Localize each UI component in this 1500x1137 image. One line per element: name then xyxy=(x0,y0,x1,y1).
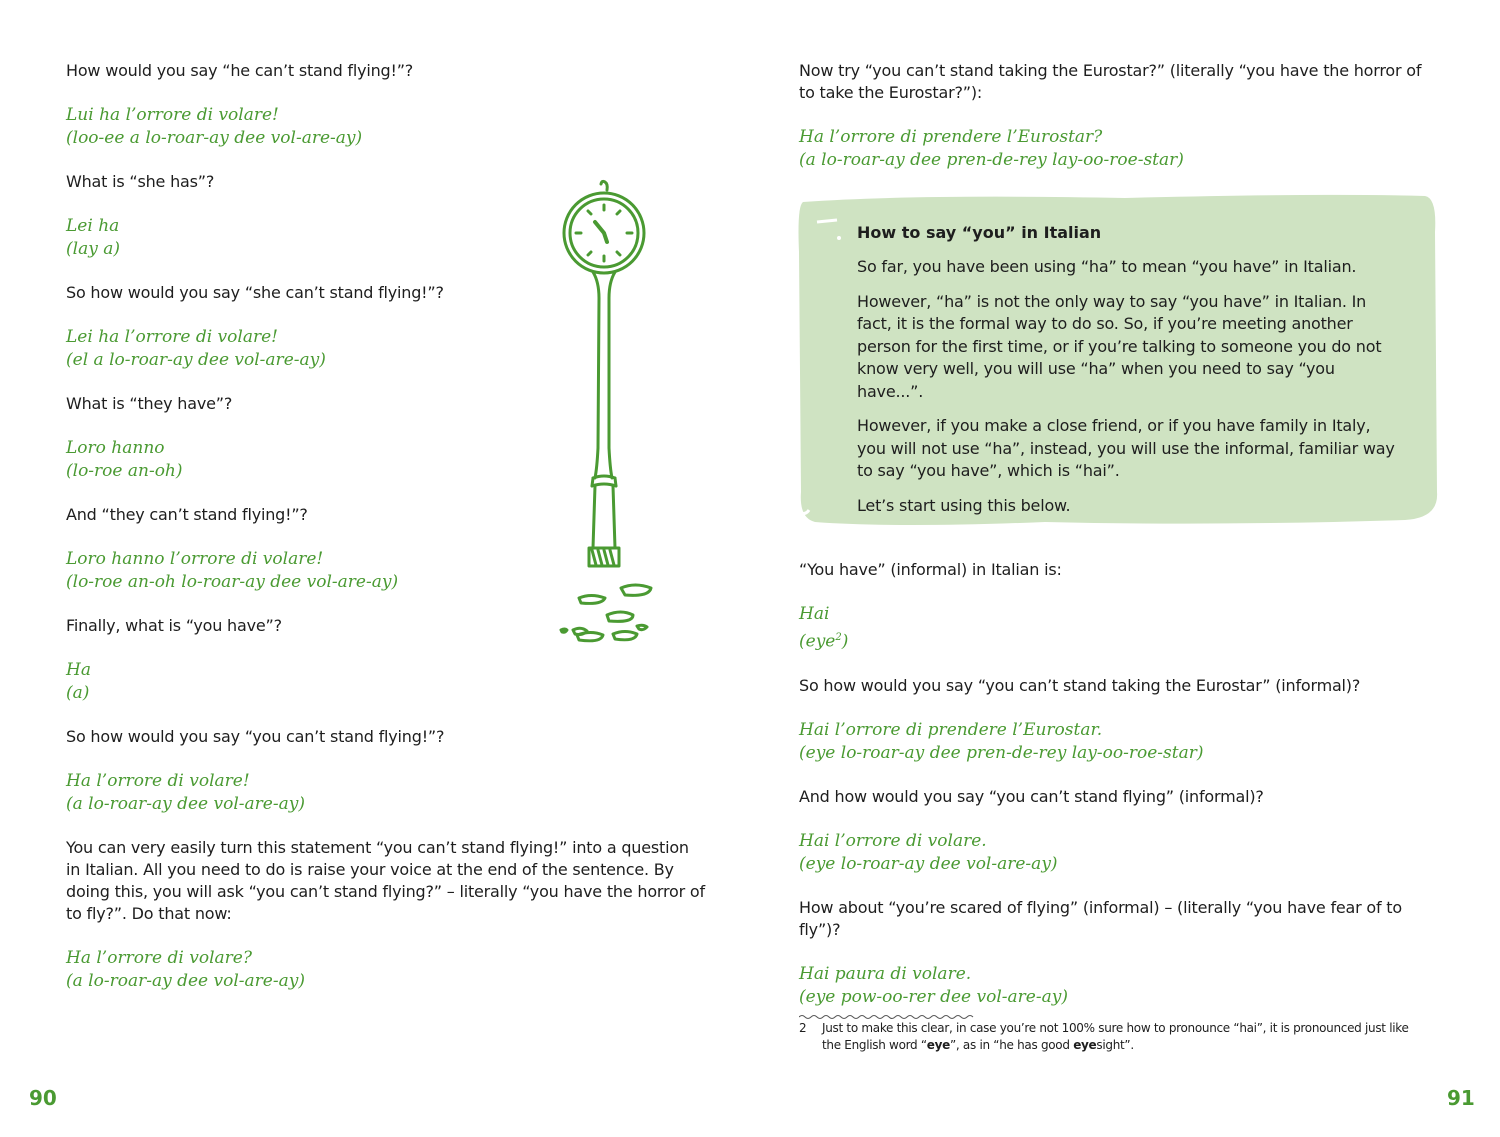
footnote-bold: eye xyxy=(926,1038,950,1052)
italian-phrase xyxy=(66,947,706,993)
phrase-italian: Loro hanno l’orrore di volare! xyxy=(66,549,324,569)
info-box xyxy=(795,192,1439,526)
footnote-text-part: sight”. xyxy=(1096,1038,1134,1052)
phrase-italian: Lei ha l’orrore di volare! xyxy=(66,327,278,347)
footnote-text-part: Just to make this clear, in case you’re not 100% sure how to pronounce “hai”, it is pronounced just like the English word “ xyxy=(822,1021,1409,1052)
phrase-italian: Ha l’orrore di prendere l’Eurostar? xyxy=(799,127,1103,147)
phrase-pronunciation: (eye lo-roar-ay dee vol-are-ay) xyxy=(799,853,1058,874)
phrase-pronunciation: (eye pow-oo-rer dee vol-are-ay) xyxy=(799,986,1068,1007)
footnote-marker: 2 xyxy=(835,632,842,643)
phrase-pronunciation: (lo-roe an-oh lo-roar-ay dee vol-are-ay) xyxy=(66,572,399,592)
phrase-pronunciation: (loo-ee a lo-roar-ay dee vol-are-ay) xyxy=(66,128,363,148)
italian-phrase xyxy=(66,659,706,705)
phrase-pronunciation: (lo-roe an-oh) xyxy=(66,461,183,481)
phrase-pronunciation xyxy=(799,626,1439,654)
paragraph: So how would you say “you can’t stand taking the Eurostar” (informal)? xyxy=(799,675,1361,695)
phrase-italian: Hai l’orrore di prendere l’Eurostar. xyxy=(799,719,1103,740)
paragraph: And “they can’t stand flying!”? xyxy=(66,505,308,524)
info-box-content xyxy=(857,222,1397,529)
info-box-paragraph: However, if you make a close friend, or if you have family in Italy, you will not use “ha”, instead, you will use the informal, familiar way to say “you have”, which is “hai”. xyxy=(857,416,1395,480)
phrase-italian: Lei ha xyxy=(66,216,120,236)
italian-phrase xyxy=(66,104,706,150)
phrase-italian: Ha l’orrore di volare! xyxy=(66,771,250,791)
paragraph: What is “they have”? xyxy=(66,394,233,413)
phrase-pronunciation: (a lo-roar-ay dee vol-are-ay) xyxy=(66,794,305,814)
pronunciation-text: (eye xyxy=(799,631,836,652)
footnote xyxy=(799,1020,1429,1054)
paragraph: “You have” (informal) in Italian is: xyxy=(799,560,1062,579)
footnote-bold: eye xyxy=(1073,1038,1097,1052)
paragraph: How would you say “he can’t stand flying!”? xyxy=(66,61,414,80)
paragraph: And how would you say “you can’t stand flying” (informal)? xyxy=(799,786,1264,806)
info-box-paragraph: However, “ha” is not the only way to say “you have” in Italian. In fact, it is the formal way to do so. So, if you’re meeting another person for the first time, or if you’re talking to someone you do not know very well, you will use “ha” when you need to say “you have...”. xyxy=(857,291,1382,401)
info-box-paragraph: So far, you have been using “ha” to mean “you have” in Italian. xyxy=(857,257,1357,276)
pronunciation-close: ) xyxy=(841,631,849,652)
page-number: 90 xyxy=(29,1086,57,1110)
footnote-text-part: ”, as in “he has good xyxy=(949,1038,1074,1052)
phrase-italian: Hai paura di volare. xyxy=(799,963,972,984)
phrase-pronunciation: (el a lo-roar-ay dee vol-are-ay) xyxy=(66,350,326,370)
paragraph: So how would you say “you can’t stand flying!”? xyxy=(66,727,445,746)
italian-phrase xyxy=(799,963,1439,1009)
street-clock-icon xyxy=(555,178,660,653)
italian-phrase xyxy=(66,770,706,816)
italian-phrase xyxy=(799,719,1439,765)
phrase-pronunciation: (a) xyxy=(66,683,90,703)
paragraph: So how would you say “she can’t stand flying!”? xyxy=(66,283,444,302)
info-box-paragraph: Let’s start using this below. xyxy=(857,495,1071,515)
phrase-italian: Ha l’orrore di volare? xyxy=(66,948,252,968)
phrase-italian: Hai xyxy=(799,604,830,624)
right-column-top xyxy=(799,60,1439,193)
page-number: 91 xyxy=(1447,1086,1475,1110)
phrase-pronunciation: (eye lo-roar-ay dee pren-de-rey lay-oo-roe-star) xyxy=(799,742,1204,763)
right-column-bottom xyxy=(799,559,1439,1030)
phrase-pronunciation: (a lo-roar-ay dee pren-de-rey lay-oo-roe-star) xyxy=(799,150,1184,170)
phrase-italian: Hai l’orrore di volare. xyxy=(799,830,987,851)
italian-phrase xyxy=(799,830,1439,876)
phrase-italian: Ha xyxy=(66,660,91,680)
phrase-italian: Lui ha l’orrore di volare! xyxy=(66,105,279,125)
paragraph: Finally, what is “you have”? xyxy=(66,616,282,635)
paragraph: How about “you’re scared of flying” (informal) – (literally “you have fear of to fly”)? xyxy=(799,897,1402,939)
footnote-text xyxy=(822,1020,1429,1054)
italian-phrase xyxy=(799,126,1439,172)
phrase-italian: Loro hanno xyxy=(66,438,165,458)
paragraph: Now try “you can’t stand taking the Eurostar?” (literally “you have the horror of to take the Eurostar?”): xyxy=(799,61,1422,102)
phrase-pronunciation: (lay a) xyxy=(66,239,120,259)
footnote-number: 2 xyxy=(799,1021,807,1035)
phrase-pronunciation: (a lo-roar-ay dee vol-are-ay) xyxy=(66,971,305,991)
paragraph: You can very easily turn this statement “you can’t stand flying!” into a question in Italian. All you need to do is raise your voice at the end of the sentence. By doing this, you will ask “you can’t stand flying?” – literally “you have the horror of to fly?”. Do that now: xyxy=(66,838,705,923)
italian-phrase xyxy=(799,603,1439,654)
paragraph: What is “she has”? xyxy=(66,172,215,191)
info-box-title: How to say “you” in Italian xyxy=(857,223,1102,242)
right-page xyxy=(750,0,1500,1137)
